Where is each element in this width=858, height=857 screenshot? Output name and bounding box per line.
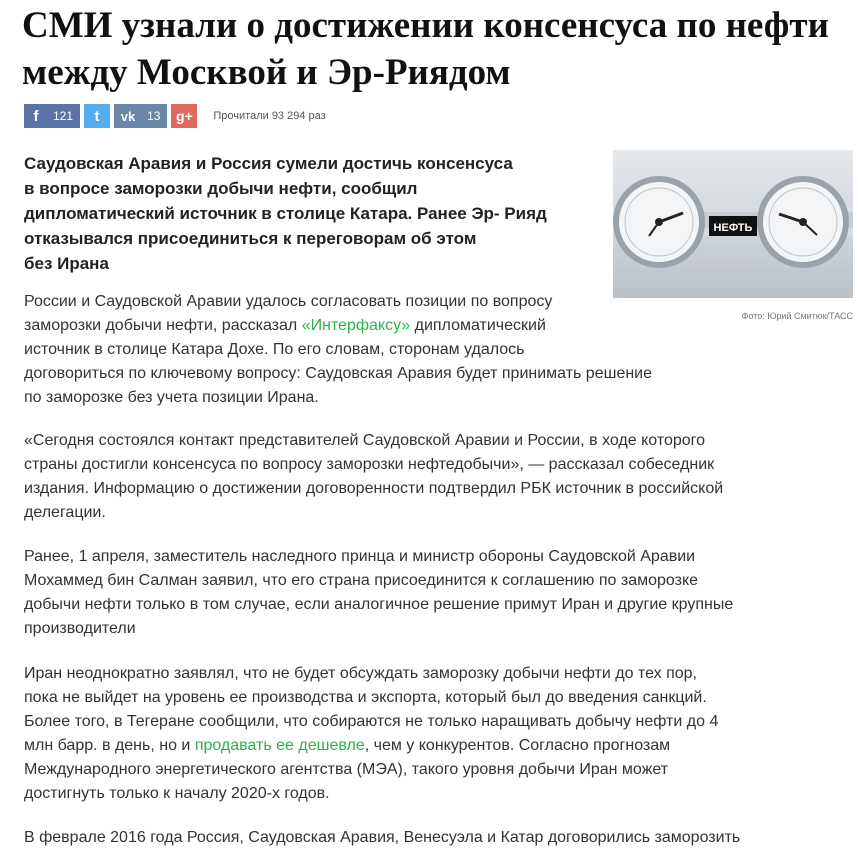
paragraph-5 [24,826,741,850]
text-fragment: млн барр. в день, но и [24,737,195,754]
paragraph-3 [24,545,734,641]
paragraph-line: В феврале 2016 года Россия, Саудовская Аравия, Венесуэла и Катар договорились заморозить [24,829,741,846]
photo-label: НЕФТЬ [713,222,753,234]
paragraph-line: пока не выйдет на уровень ее производства и экспорта, который был до введения санкций. [24,689,707,706]
interfax-link[interactable]: «Интерфаксу» [301,317,411,334]
text-fragment: дипломатический [410,317,546,334]
view-count: Прочитали 93 294 раз [213,110,326,122]
text-fragment: заморозки добычи нефти, рассказал [24,317,302,334]
paragraph-1 [24,290,724,410]
pressure-gauges-illustration [613,150,853,298]
lead-line: дипломатический источник в столице Катара. Ранее Эр- Рияд [24,204,547,223]
google-plus-share-button[interactable] [171,104,197,128]
headline-line-1: СМИ узнали о достижении консенсуса по нефти [22,5,829,46]
lead-line: отказывался присоединиться к переговорам об этом [24,229,477,248]
paragraph-line: производители [24,620,136,637]
facebook-icon: f [33,107,39,125]
paragraph-line: достигнуть только к началу 2020-х годов. [24,785,330,802]
paragraph-line [24,734,724,758]
paragraph-line: издания. Информацию о достижении договоренности подтвердил РБК источник в российской [24,480,724,497]
paragraph-line: источник в столице Катара Дохе. По его словам, сторонам удалось [24,341,525,358]
paragraph-4 [24,662,724,806]
paragraph-line: Ранее, 1 апреля, заместитель наследного принца и министр обороны Саудовской Аравии [24,548,696,565]
paragraph-line: по заморозке без учета позиции Ирана. [24,389,319,406]
sell-cheaper-link[interactable]: продавать ее дешевле [194,737,365,754]
article-photo[interactable] [613,150,853,298]
paragraph-line [24,314,724,338]
lead-line: в вопросе заморозки добычи нефти, сообщил [24,179,418,198]
article-headline [22,2,842,96]
facebook-share-count: 121 [53,109,74,123]
paragraph-line: Более того, в Тегеране сообщили, что собираются не только наращивать добычу нефти до 4 [24,713,719,730]
facebook-share-button[interactable] [24,104,80,128]
paragraph-line: договориться по ключевому вопросу: Саудовская Аравия будет принимать решение [24,365,653,382]
photo-caption: Фото: Юрий Смитюк/ТАСС [741,311,853,321]
text-fragment: , чем у конкурентов. Согласно прогнозам [364,737,671,754]
paragraph-line: страны достигли консенсуса по вопросу заморозки нефтедобычи», — рассказал собеседник [24,456,715,473]
headline-line-2: между Москвой и Эр-Риядом [22,52,511,93]
twitter-icon: t [94,107,100,125]
share-bar [24,104,326,128]
vk-share-button[interactable] [114,104,167,128]
lead-line: без Ирана [24,254,109,273]
paragraph-line: добычи нефти только в том случае, если аналогичное решение примут Иран и другие крупные [24,596,734,613]
twitter-share-button[interactable] [84,104,110,128]
paragraph-2 [24,429,724,525]
vk-icon: vk [120,108,136,124]
vk-share-count: 13 [147,109,161,123]
google-plus-icon: g+ [176,108,193,124]
paragraph-line: России и Саудовской Аравии удалось согласовать позиции по вопросу [24,293,553,310]
lead-line: Саудовская Аравия и Россия сумели достичь консенсуса [24,154,513,173]
paragraph-line: Мохаммед бин Салман заявил, что его страна присоединится к соглашению по заморозке [24,572,699,589]
paragraph-line: «Сегодня состоялся контакт представителей Саудовской Аравии и России, в ходе которого [24,432,706,449]
paragraph-line: делегации. [24,504,106,521]
paragraph-line: Международного энергетического агентства (МЭА), такого уровня добычи Иран может [24,761,669,778]
paragraph-line: Иран неоднократно заявлял, что не будет обсуждать заморозку добычи нефти до тех пор, [24,665,697,682]
article-lead [24,151,584,276]
